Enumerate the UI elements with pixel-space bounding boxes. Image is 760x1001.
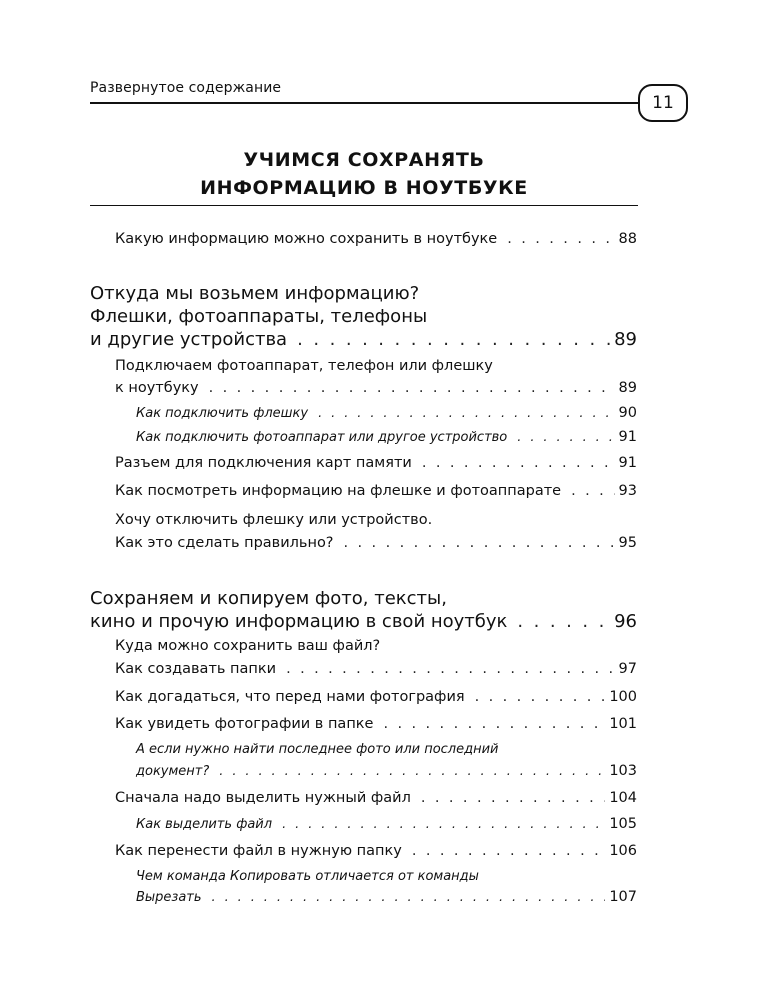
toc-subentry[interactable] [136, 405, 637, 421]
toc-entry[interactable] [115, 380, 637, 396]
toc-page-number: 95 [618, 535, 637, 551]
toc-subentry-title: Как подключить флешку [136, 406, 309, 421]
toc-subentry[interactable] [136, 763, 637, 779]
leader-dots [282, 817, 605, 832]
toc-entry-title: Как догадаться, что перед нами фотография [115, 689, 465, 705]
toc-page-number: 106 [609, 843, 637, 859]
toc-subentry-line: А если нужно найти последнее фото или последний [136, 742, 499, 757]
toc-entry-title: Сначала надо выделить нужный файл [115, 790, 411, 806]
toc-entry-title: Как это сделать правильно? [115, 535, 334, 551]
toc-entry[interactable] [115, 790, 637, 806]
toc-entry[interactable] [115, 455, 637, 471]
toc-entry[interactable] [115, 661, 637, 677]
running-head: Развернутое содержание [90, 80, 282, 96]
toc-page-number: 88 [618, 231, 637, 247]
toc-entry-line: Подключаем фотоаппарат, телефон или флешку [115, 358, 493, 374]
toc-page-number: 100 [609, 689, 637, 705]
toc-entry-title: Как увидеть фотографии в папке [115, 716, 374, 732]
toc-section-title: кино и прочую информацию в свой ноутбук [90, 611, 508, 632]
leader-dots [219, 764, 605, 779]
toc-page-number: 105 [609, 816, 637, 832]
toc-page-number: 90 [618, 405, 637, 421]
toc-page-number: 91 [618, 455, 637, 471]
toc-page-number: 93 [618, 483, 637, 499]
toc-subentry[interactable] [136, 889, 637, 905]
toc-entry-line: Хочу отключить флешку или устройство. [115, 512, 433, 528]
toc-section[interactable] [90, 329, 637, 350]
toc-entry-title: Как создавать папки [115, 661, 277, 677]
leader-dots [286, 661, 614, 677]
leader-dots [383, 716, 605, 732]
leader-dots [421, 790, 605, 806]
toc-entry[interactable] [115, 231, 637, 247]
leader-dots [209, 380, 615, 396]
toc-entry-title: к ноутбуку [115, 380, 199, 396]
toc-subentry-title: документ? [136, 764, 210, 779]
leader-dots [318, 406, 614, 421]
toc-entry-title: Как посмотреть информацию на флешке и фотоаппарате [115, 483, 562, 499]
toc-entry[interactable] [115, 483, 637, 499]
toc-page-number: 89 [618, 380, 637, 396]
toc-section-line: Флешки, фотоаппараты, телефоны [90, 306, 428, 327]
toc-page-number: 101 [609, 716, 637, 732]
toc-section-title: и другие устройства [90, 329, 288, 350]
toc-entry-title: Разъем для подключения карт памяти [115, 455, 412, 471]
toc-page-number: 103 [609, 763, 637, 779]
toc-entry[interactable] [115, 689, 637, 705]
title-rule [90, 205, 638, 206]
toc-entry[interactable] [115, 843, 637, 859]
toc-section-line: Откуда мы возьмем информацию? [90, 283, 420, 304]
leader-dots [422, 455, 615, 471]
toc-entry-title: Какую информацию можно сохранить в ноутбуке [115, 231, 498, 247]
toc-entry-line: Куда можно сохранить ваш файл? [115, 638, 381, 654]
toc-section-line: Сохраняем и копируем фото, тексты, [90, 588, 447, 609]
leader-dots [297, 329, 610, 350]
toc-page-number: 96 [614, 611, 637, 632]
toc-entry[interactable] [115, 535, 637, 551]
toc-subentry-title: Вырезать [136, 890, 202, 905]
leader-dots [212, 890, 606, 905]
toc-entry[interactable] [115, 716, 637, 732]
toc-page-number: 91 [618, 429, 637, 445]
toc-subentry[interactable] [136, 429, 637, 445]
toc-entry-title: Как перенести файл в нужную папку [115, 843, 402, 859]
toc-page-number: 104 [609, 790, 637, 806]
header-rule [90, 102, 638, 104]
toc-page-number: 107 [609, 889, 637, 905]
toc-subentry-title: Как подключить фотоаппарат или другое устройство [136, 430, 508, 445]
toc-subentry-line: Чем команда Копировать отличается от команды [136, 869, 479, 884]
toc-section[interactable] [90, 611, 637, 632]
leader-dots [517, 430, 614, 445]
leader-dots [412, 843, 605, 859]
chapter-title [90, 146, 638, 202]
toc-page-number: 97 [618, 661, 637, 677]
toc-page-number: 89 [614, 329, 637, 350]
leader-dots [517, 611, 610, 632]
chapter-title-line-2: ИНФОРМАЦИЮ В НОУТБУКЕ [200, 177, 528, 199]
leader-dots [475, 689, 606, 705]
leader-dots [571, 483, 614, 499]
toc-subentry-title: Как выделить файл [136, 817, 273, 832]
leader-dots [344, 535, 615, 551]
page-number-badge: 11 [638, 84, 688, 122]
chapter-title-line-1: УЧИМСЯ СОХРАНЯТЬ [243, 149, 485, 171]
leader-dots [507, 231, 614, 247]
toc-subentry[interactable] [136, 816, 637, 832]
